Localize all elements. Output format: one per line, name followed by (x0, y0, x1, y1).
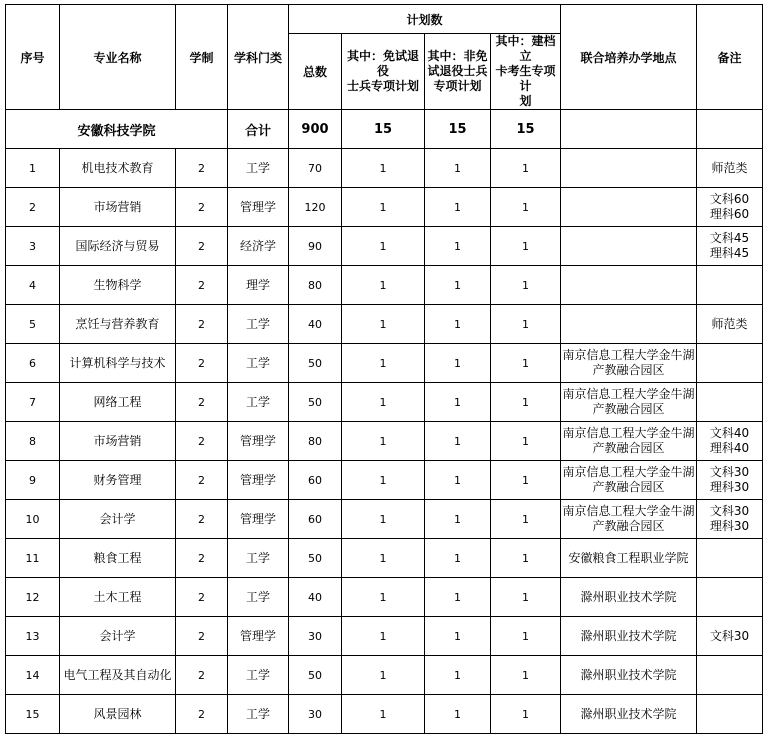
row-seq: 10 (6, 500, 60, 539)
row-note-line: 文科30 (709, 504, 750, 518)
row-duration: 2 (176, 383, 228, 422)
row-total: 70 (289, 149, 342, 188)
row-joint-site (561, 656, 697, 695)
summary-joint-site (561, 110, 697, 149)
row-seq: 13 (6, 617, 60, 656)
row-category: 工学 (228, 695, 289, 734)
row-joint-site (561, 422, 697, 461)
row-veteran-non-exam: 1 (425, 578, 491, 617)
row-total: 60 (289, 500, 342, 539)
row-veteran-exam: 1 (342, 305, 425, 344)
row-joint-site-line: 产教融合园区 (592, 441, 665, 455)
row-veteran-non-exam: 1 (425, 149, 491, 188)
row-poverty: 1 (491, 539, 561, 578)
row-category: 工学 (228, 149, 289, 188)
row-category: 管理学 (228, 461, 289, 500)
row-note-line: 文科60 (709, 192, 750, 206)
row-seq: 4 (6, 266, 60, 305)
row-poverty: 1 (491, 500, 561, 539)
table-row (6, 305, 763, 344)
row-duration: 2 (176, 695, 228, 734)
row-veteran-exam: 1 (342, 617, 425, 656)
row-major: 市场营销 (60, 188, 176, 227)
table-row (6, 422, 763, 461)
row-veteran-non-exam: 1 (425, 344, 491, 383)
row-duration: 2 (176, 539, 228, 578)
summary-row (6, 110, 763, 149)
row-major: 粮食工程 (60, 539, 176, 578)
row-note (697, 149, 763, 188)
row-veteran-non-exam: 1 (425, 656, 491, 695)
row-joint-site-line: 南京信息工程大学金牛湖 (562, 426, 695, 440)
table-row (6, 344, 763, 383)
table-row (6, 578, 763, 617)
row-joint-site-line: 产教融合园区 (592, 480, 665, 494)
row-note-line: 理科30 (709, 519, 750, 533)
row-veteran-exam: 1 (342, 461, 425, 500)
row-joint-site-line: 滁州职业技术学院 (580, 589, 677, 604)
row-note (697, 695, 763, 734)
row-seq: 1 (6, 149, 60, 188)
row-category: 管理学 (228, 188, 289, 227)
row-note (697, 344, 763, 383)
row-duration: 2 (176, 422, 228, 461)
row-joint-site-line: 滁州职业技术学院 (580, 628, 677, 643)
table-row (6, 188, 763, 227)
row-category: 工学 (228, 383, 289, 422)
header-veteran-exam: 其中：免试退役 士兵专项计划 (342, 34, 425, 110)
row-duration: 2 (176, 266, 228, 305)
header-plan-group: 计划数 (289, 5, 561, 34)
enrollment-plan-table (5, 4, 763, 734)
row-major: 财务管理 (60, 461, 176, 500)
row-joint-site-line: 安徽粮食工程职业学院 (568, 550, 689, 565)
row-note (697, 578, 763, 617)
row-major: 会计学 (60, 617, 176, 656)
table-row (6, 695, 763, 734)
row-note-line: 师范类 (711, 160, 748, 175)
header-duration: 学制 (176, 5, 228, 110)
row-joint-site (561, 461, 697, 500)
row-joint-site-line: 南京信息工程大学金牛湖 (562, 504, 695, 518)
row-total: 50 (289, 656, 342, 695)
row-veteran-exam: 1 (342, 422, 425, 461)
row-veteran-exam: 1 (342, 695, 425, 734)
table-row (6, 617, 763, 656)
header-total: 总数 (289, 34, 342, 110)
row-category: 工学 (228, 578, 289, 617)
row-joint-site (561, 227, 697, 266)
row-veteran-non-exam: 1 (425, 539, 491, 578)
row-total: 90 (289, 227, 342, 266)
row-veteran-exam: 1 (342, 344, 425, 383)
row-joint-site (561, 500, 697, 539)
row-category: 工学 (228, 344, 289, 383)
row-duration: 2 (176, 227, 228, 266)
header-category: 学科门类 (228, 5, 289, 110)
table-row (6, 266, 763, 305)
table-row (6, 383, 763, 422)
row-veteran-non-exam: 1 (425, 188, 491, 227)
row-veteran-exam: 1 (342, 227, 425, 266)
summary-poverty: 15 (491, 110, 561, 149)
row-poverty: 1 (491, 266, 561, 305)
row-major: 机电技术教育 (60, 149, 176, 188)
row-note-line: 文科40 (709, 426, 750, 440)
row-poverty: 1 (491, 461, 561, 500)
row-joint-site-line: 南京信息工程大学金牛湖 (562, 387, 695, 401)
row-note (697, 188, 763, 227)
row-major: 电气工程及其自动化 (60, 656, 176, 695)
row-total: 40 (289, 305, 342, 344)
row-total: 50 (289, 539, 342, 578)
table-row (6, 227, 763, 266)
header-note: 备注 (697, 5, 763, 110)
row-veteran-exam: 1 (342, 578, 425, 617)
row-note (697, 305, 763, 344)
row-total: 50 (289, 344, 342, 383)
row-joint-site (561, 344, 697, 383)
row-veteran-non-exam: 1 (425, 305, 491, 344)
table-row (6, 500, 763, 539)
row-seq: 14 (6, 656, 60, 695)
row-duration: 2 (176, 578, 228, 617)
row-note-line: 文科30 (709, 465, 750, 479)
header-poverty: 其中：建档立 卡考生专项计 划 (491, 34, 561, 110)
row-poverty: 1 (491, 422, 561, 461)
row-total: 30 (289, 695, 342, 734)
row-joint-site (561, 383, 697, 422)
row-veteran-exam: 1 (342, 383, 425, 422)
row-joint-site (561, 149, 697, 188)
table-row (6, 656, 763, 695)
row-note-line: 文科30 (709, 628, 750, 643)
row-joint-site (561, 305, 697, 344)
row-major: 会计学 (60, 500, 176, 539)
header-veteran-non-exam: 其中：非免 试退役士兵 专项计划 (425, 34, 491, 110)
row-joint-site-line: 产教融合园区 (592, 519, 665, 533)
row-seq: 7 (6, 383, 60, 422)
row-veteran-exam: 1 (342, 149, 425, 188)
row-major: 市场营销 (60, 422, 176, 461)
summary-note (697, 110, 763, 149)
row-note-line: 文科45 (709, 231, 750, 245)
row-poverty: 1 (491, 188, 561, 227)
row-seq: 3 (6, 227, 60, 266)
row-note (697, 266, 763, 305)
row-poverty: 1 (491, 344, 561, 383)
row-category: 理学 (228, 266, 289, 305)
row-veteran-exam: 1 (342, 539, 425, 578)
row-note-line: 理科45 (709, 246, 750, 260)
summary-veteran-exam: 15 (342, 110, 425, 149)
summary-total: 900 (289, 110, 342, 149)
row-duration: 2 (176, 344, 228, 383)
row-note-line: 理科30 (709, 480, 750, 494)
row-poverty: 1 (491, 383, 561, 422)
table-row (6, 149, 763, 188)
row-veteran-non-exam: 1 (425, 695, 491, 734)
row-note (697, 422, 763, 461)
row-veteran-exam: 1 (342, 500, 425, 539)
row-veteran-non-exam: 1 (425, 266, 491, 305)
row-poverty: 1 (491, 149, 561, 188)
row-category: 管理学 (228, 422, 289, 461)
row-category: 工学 (228, 656, 289, 695)
row-note (697, 461, 763, 500)
row-joint-site (561, 266, 697, 305)
row-category: 管理学 (228, 500, 289, 539)
row-joint-site-line: 滁州职业技术学院 (580, 706, 677, 721)
row-joint-site-line: 产教融合园区 (592, 402, 665, 416)
row-note (697, 500, 763, 539)
row-seq: 2 (6, 188, 60, 227)
row-major: 网络工程 (60, 383, 176, 422)
row-poverty: 1 (491, 656, 561, 695)
row-major: 烹饪与营养教育 (60, 305, 176, 344)
row-veteran-non-exam: 1 (425, 617, 491, 656)
row-joint-site (561, 188, 697, 227)
row-note-line: 理科40 (709, 441, 750, 455)
header-seq: 序号 (6, 5, 60, 110)
summary-veteran-non-exam: 15 (425, 110, 491, 149)
row-joint-site (561, 617, 697, 656)
row-major: 生物科学 (60, 266, 176, 305)
row-joint-site (561, 539, 697, 578)
row-major: 土木工程 (60, 578, 176, 617)
row-duration: 2 (176, 149, 228, 188)
row-joint-site-line: 南京信息工程大学金牛湖 (562, 348, 695, 362)
row-veteran-exam: 1 (342, 188, 425, 227)
row-seq: 11 (6, 539, 60, 578)
row-duration: 2 (176, 500, 228, 539)
row-duration: 2 (176, 188, 228, 227)
row-total: 40 (289, 578, 342, 617)
row-major: 风景园林 (60, 695, 176, 734)
table-row (6, 539, 763, 578)
row-total: 60 (289, 461, 342, 500)
row-total: 30 (289, 617, 342, 656)
row-duration: 2 (176, 461, 228, 500)
header-joint-site: 联合培养办学地点 (561, 5, 697, 110)
row-total: 50 (289, 383, 342, 422)
row-veteran-exam: 1 (342, 266, 425, 305)
row-category: 管理学 (228, 617, 289, 656)
row-veteran-non-exam: 1 (425, 383, 491, 422)
row-category: 经济学 (228, 227, 289, 266)
header-major: 专业名称 (60, 5, 176, 110)
row-duration: 2 (176, 617, 228, 656)
row-note (697, 383, 763, 422)
row-joint-site (561, 695, 697, 734)
row-note (697, 227, 763, 266)
row-note-line: 师范类 (711, 316, 748, 331)
row-veteran-exam: 1 (342, 656, 425, 695)
row-seq: 12 (6, 578, 60, 617)
row-poverty: 1 (491, 617, 561, 656)
row-seq: 5 (6, 305, 60, 344)
row-poverty: 1 (491, 305, 561, 344)
header-row-top (6, 5, 763, 34)
row-duration: 2 (176, 656, 228, 695)
row-note-line: 理科60 (709, 207, 750, 221)
row-total: 120 (289, 188, 342, 227)
row-note (697, 539, 763, 578)
row-seq: 6 (6, 344, 60, 383)
row-joint-site-line: 产教融合园区 (592, 363, 665, 377)
row-joint-site-line: 滁州职业技术学院 (580, 667, 677, 682)
row-total: 80 (289, 266, 342, 305)
table-row (6, 461, 763, 500)
row-major: 国际经济与贸易 (60, 227, 176, 266)
row-major: 计算机科学与技术 (60, 344, 176, 383)
row-veteran-non-exam: 1 (425, 227, 491, 266)
row-note (697, 656, 763, 695)
row-veteran-non-exam: 1 (425, 422, 491, 461)
row-joint-site-line: 南京信息工程大学金牛湖 (562, 465, 695, 479)
summary-school: 安徽科技学院 (6, 110, 228, 149)
row-poverty: 1 (491, 695, 561, 734)
row-joint-site (561, 578, 697, 617)
row-poverty: 1 (491, 578, 561, 617)
row-seq: 9 (6, 461, 60, 500)
row-category: 工学 (228, 539, 289, 578)
row-total: 80 (289, 422, 342, 461)
row-note (697, 617, 763, 656)
row-veteran-non-exam: 1 (425, 500, 491, 539)
row-duration: 2 (176, 305, 228, 344)
row-seq: 15 (6, 695, 60, 734)
row-poverty: 1 (491, 227, 561, 266)
summary-label: 合计 (228, 110, 289, 149)
row-seq: 8 (6, 422, 60, 461)
row-category: 工学 (228, 305, 289, 344)
row-veteran-non-exam: 1 (425, 461, 491, 500)
